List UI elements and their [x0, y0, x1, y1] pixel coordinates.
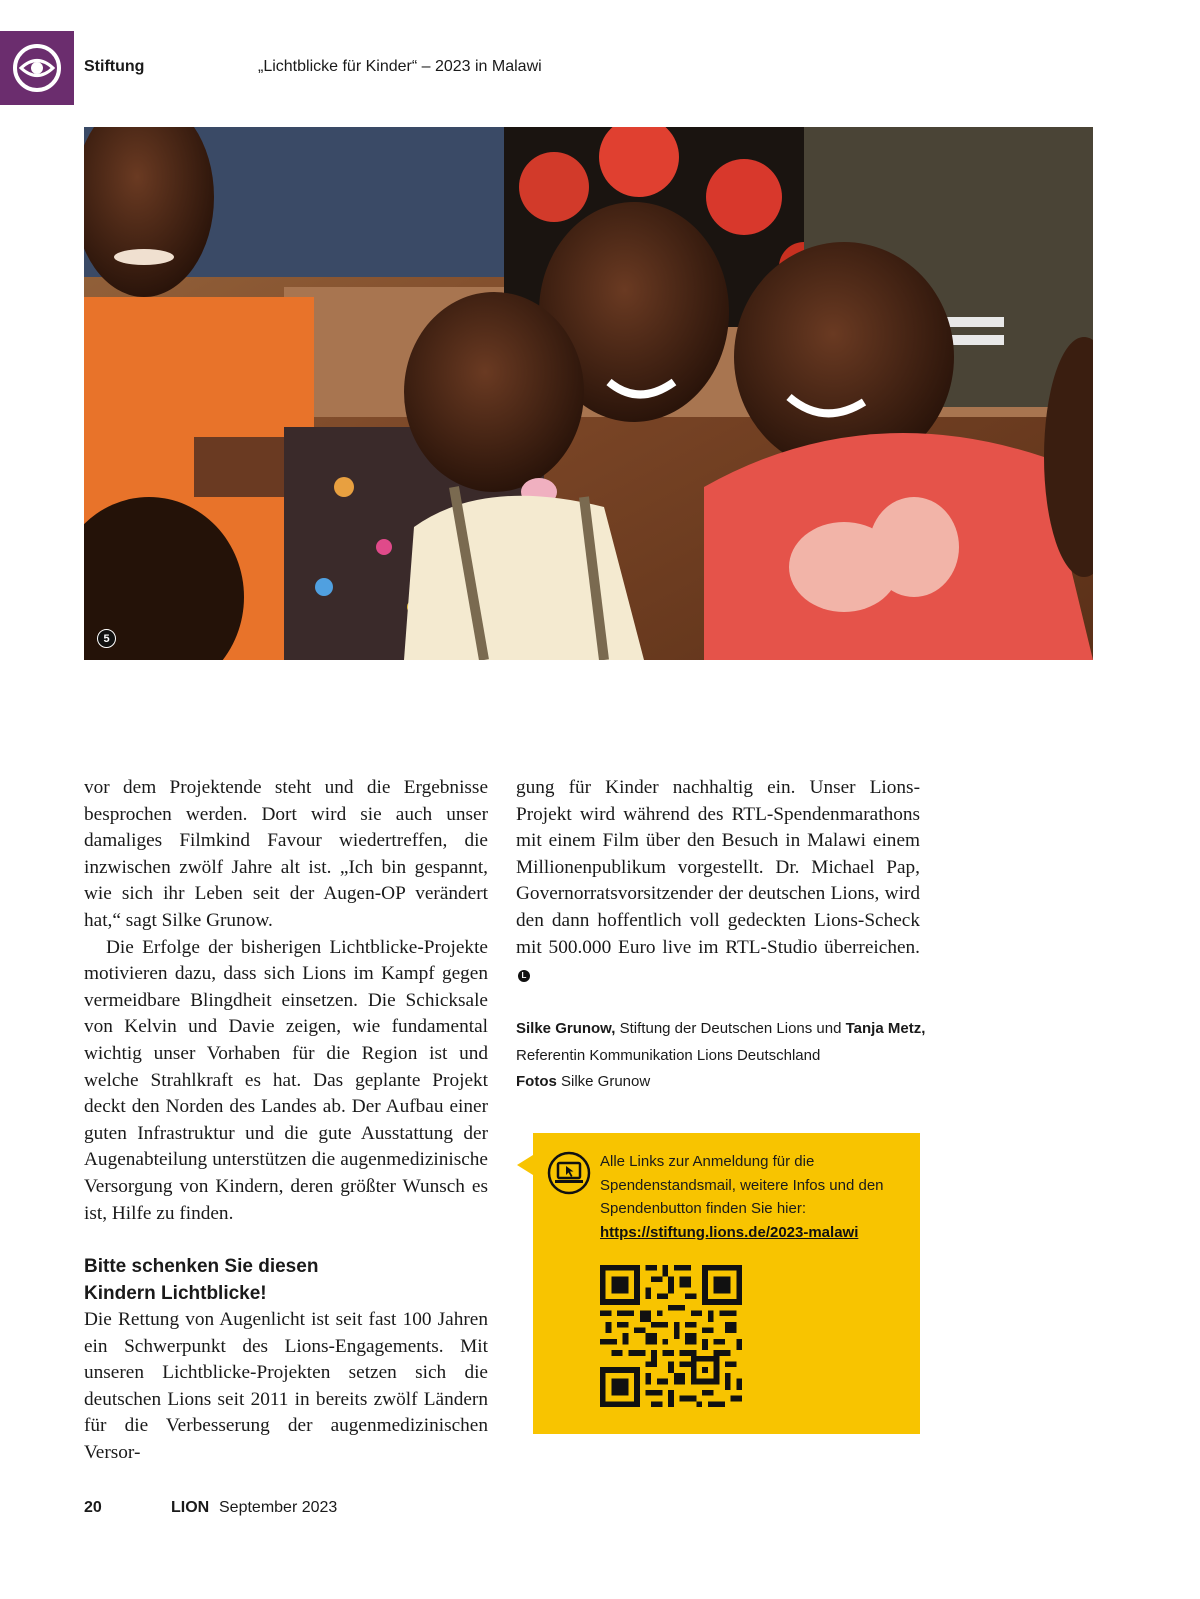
photo-number-badge: 5 [97, 629, 116, 648]
info-box-text [600, 1150, 900, 1244]
subheading-line: Bitte schenken Sie diesen [84, 1256, 319, 1278]
page-number: 20 [84, 1499, 102, 1516]
subheading [84, 1253, 488, 1307]
paragraph: Die Erfolge der bisherigen Lichtblicke-Projekte motivieren dazu, dass sich Lions im Kampf gegen vermeidbare Blingdheit einsetzen. Die Schicksale von Kelvin und Davie zeigen, wie fundamental wichtig unser Vorhaben für die Region ist und welche Strahlkraft es hat. Das geplante Projekt deckt den Norden des Landes ab. Der Aufbau einer guten Infrastruktur und die gute Ausstattung der Augenabteilung unterstützen die augenmedizinische Versorgung von Kindern, deren größter Wunsch es ist, Hilfe zu finden. [84, 936, 488, 1224]
paragraph [516, 775, 920, 988]
info-box [533, 1133, 920, 1434]
section-label: Stiftung [84, 58, 145, 75]
laptop-cursor-icon [547, 1151, 591, 1195]
paragraph-text: gung für Kinder nachhaltig ein. Unser Lions-Projekt wird während des RTL-Spendenmarathons mit einem Film über den Besuch in Malawi einem Millionenpublikum vorgestellt. Dr. Michael Pap, Governorratsvorsitzender der deutschen Lions, wird den dann hoffentlich voll gedeckten Lions-Scheck mit 500.000 Euro live im RTL-Studio überreichen. [516, 777, 920, 958]
subheading-line: Kindern Lichtblicke! [84, 1283, 267, 1305]
paragraph: Die Rettung von Augenlicht ist seit fast 100 Jahren ein Schwerpunkt des Lions-Engagements. Mit unseren Lichtblicke-Projekten setzen sich die deutschen Lions seit 2011 in bereits zwölf Ländern für die Verbesserung der augenmedizinischen Versor- [84, 1309, 488, 1464]
author-name: Tanja Metz, [845, 1020, 926, 1037]
author-name: Silke Grunow, [516, 1020, 616, 1037]
article-column-right [516, 775, 920, 988]
magazine-issue: September 2023 [219, 1499, 338, 1516]
article-column-left [84, 775, 488, 1467]
page-header-title: „Lichtblicke für Kinder“ – 2023 in Malawi [258, 58, 542, 75]
magazine-name: LION [171, 1499, 210, 1516]
info-box-description: Alle Links zur Anmeldung für die Spendenstandsmail, weitere Infos und den Spendenbutton finden Sie hier: [600, 1153, 884, 1217]
photos-label: Fotos [516, 1073, 557, 1091]
author-credits [516, 1016, 926, 1096]
author-role: Referentin Kommunikation Lions Deutschland [516, 1046, 821, 1064]
section-badge [0, 31, 74, 105]
paragraph: vor dem Projektende steht und die Ergebnisse besprochen werden. Dort wird sie auch unser damaliges Filmkind Favour wiedertreffen, die inzwischen zwölf Jahre alt ist. „Ich bin gespannt, wie sich ihr Leben seit der Augen-OP verändert hat,“ sagt Silke Grunow. [84, 777, 488, 931]
end-mark-icon: L [518, 970, 530, 982]
donation-link[interactable]: https://stiftung.lions.de/2023-malawi [600, 1223, 859, 1241]
author-role: Stiftung der Deutschen Lions und [615, 1020, 846, 1037]
photos-credit: Silke Grunow [556, 1073, 651, 1091]
photo-children [84, 127, 1093, 660]
eye-icon [11, 42, 63, 94]
qr-code[interactable] [600, 1265, 742, 1407]
